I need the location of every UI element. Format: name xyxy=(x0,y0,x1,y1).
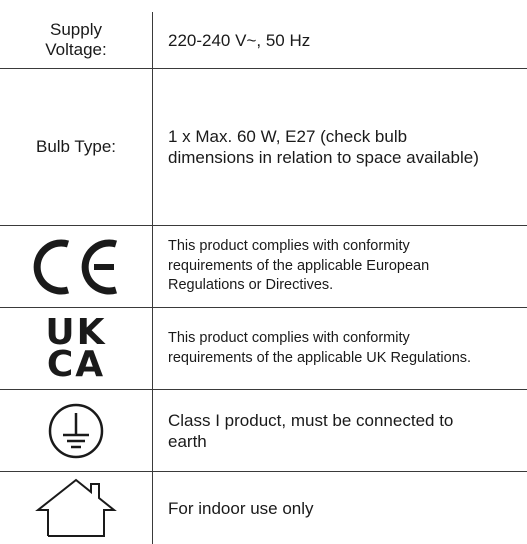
row-value-cell xyxy=(168,226,519,307)
value-line: earth xyxy=(168,431,207,451)
row-label-cell xyxy=(0,69,152,225)
row-value-cell xyxy=(168,308,519,389)
row-ce-conformity xyxy=(0,226,527,308)
row-icon-cell xyxy=(0,308,152,389)
bulb-type-label: Bulb Type: xyxy=(35,137,117,156)
ukca-mark-line: CA xyxy=(46,343,106,385)
ce-mark-icon xyxy=(26,236,126,298)
label-line: Voltage: xyxy=(45,40,107,59)
row-value-cell xyxy=(168,69,519,225)
value-line: 1 x Max. 60 W, E27 (check bulb xyxy=(168,127,408,146)
ukca-mark-line: UK xyxy=(45,311,107,353)
row-icon-cell xyxy=(0,472,152,544)
row-value-cell xyxy=(168,472,519,544)
value-line: requirements of the applicable European xyxy=(168,257,430,274)
value-line: This product complies with conformity xyxy=(168,238,410,255)
row-bulb-type xyxy=(0,69,527,226)
row-value-cell xyxy=(168,390,519,471)
label-line: Supply xyxy=(50,20,102,39)
value-line: requirements of the applicable UK Regulations. xyxy=(168,349,472,366)
row-icon-cell xyxy=(0,390,152,471)
value-line: Regulations or Directives. xyxy=(168,277,334,294)
protective-earth-icon xyxy=(46,401,106,461)
supply-voltage-value: 220-240 V~, 50 Hz xyxy=(168,30,311,50)
ukca-conformity-text xyxy=(168,329,471,368)
row-indoor-use xyxy=(0,472,527,544)
indoor-house-icon xyxy=(34,476,118,540)
value-line: Class I product, must be connected to xyxy=(168,410,454,430)
row-class-one xyxy=(0,390,527,472)
row-icon-cell xyxy=(0,226,152,307)
value-line: dimensions in relation to space available) xyxy=(168,148,479,167)
ukca-mark xyxy=(45,311,107,385)
class-one-text xyxy=(168,410,453,452)
value-line: This product complies with conformity xyxy=(168,330,410,346)
row-label-cell xyxy=(0,12,152,68)
row-value-cell xyxy=(168,12,519,68)
supply-voltage-label xyxy=(45,20,106,60)
bulb-type-value xyxy=(168,126,479,168)
row-supply-voltage xyxy=(0,12,527,69)
row-ukca-conformity xyxy=(0,308,527,390)
ce-conformity-text xyxy=(168,237,429,296)
indoor-use-text: For indoor use only xyxy=(168,498,314,518)
